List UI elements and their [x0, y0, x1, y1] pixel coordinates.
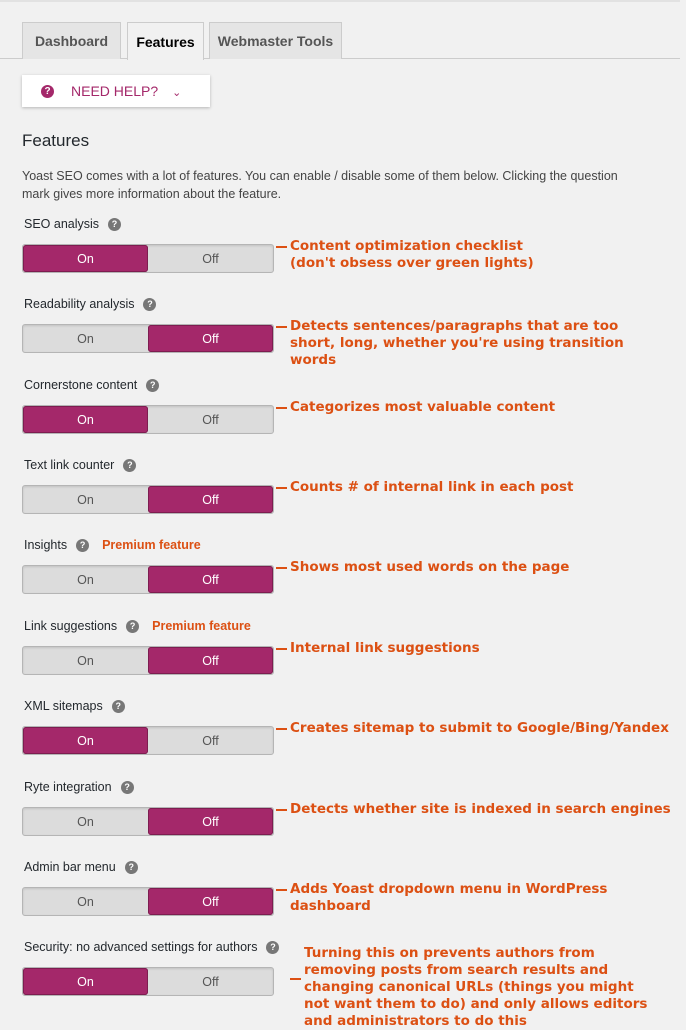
help-question-icon[interactable]: ? — [108, 218, 121, 231]
help-question-icon[interactable]: ? — [125, 861, 138, 874]
feature-row — [24, 939, 680, 1029]
question-mark-icon: ? — [41, 85, 54, 98]
toggle-option-off[interactable]: Off — [202, 733, 219, 748]
annotation-dash — [276, 246, 287, 248]
feature-label — [24, 216, 680, 232]
feature-name: Ryte integration — [24, 780, 112, 794]
feature-name: Cornerstone content — [24, 378, 138, 392]
feature-name: Admin bar menu — [24, 860, 116, 874]
annotation-note — [276, 399, 656, 416]
need-help-button[interactable] — [22, 75, 210, 107]
annotation-note — [276, 318, 656, 369]
toggle-option-on[interactable]: On — [77, 894, 94, 909]
annotation-note — [276, 238, 656, 272]
top-divider — [0, 0, 680, 2]
toggle-option-off[interactable]: Off — [148, 888, 273, 915]
feature-toggle[interactable] — [22, 324, 274, 353]
help-question-icon[interactable]: ? — [146, 379, 159, 392]
feature-label — [24, 698, 680, 714]
annotation-note — [276, 881, 686, 915]
annotation-note — [276, 801, 676, 818]
toggle-option-off[interactable]: Off — [148, 808, 273, 835]
need-help-label: NEED HELP? — [71, 83, 159, 99]
toggle-option-off[interactable]: Off — [148, 647, 273, 674]
toggle-option-off[interactable]: Off — [148, 486, 273, 513]
feature-toggle[interactable] — [22, 967, 274, 996]
feature-toggle[interactable] — [22, 887, 274, 916]
annotation-note — [276, 479, 656, 496]
premium-feature-label: Premium feature — [102, 538, 201, 552]
annotation-dash — [276, 728, 287, 730]
annotation-text: Shows most used words on the page — [290, 559, 570, 575]
help-question-icon[interactable]: ? — [76, 539, 89, 552]
feature-label — [24, 859, 680, 875]
features-intro: Yoast SEO comes with a lot of features. You can enable / disable some of them below. Clicking the question mark gives more information about the feature. — [22, 169, 618, 201]
toggle-option-on[interactable]: On — [77, 572, 94, 587]
feature-label — [24, 779, 680, 795]
annotation-note — [276, 640, 656, 657]
annotation-text: Counts # of internal link in each post — [290, 479, 574, 495]
feature-row — [24, 859, 680, 914]
annotation-dash — [276, 567, 287, 569]
feature-row — [24, 698, 680, 748]
annotation-dash — [276, 809, 287, 811]
help-question-icon[interactable]: ? — [143, 298, 156, 311]
annotation-text: Turning this on prevents authors from removing posts from search results and changing canonical URLs (things you might not want them to do) and only allows editors and administrators to do this — [304, 945, 648, 1029]
annotation-text: Categorizes most valuable content — [290, 399, 556, 415]
feature-label — [24, 377, 680, 393]
feature-toggle[interactable] — [22, 244, 274, 273]
help-question-icon[interactable]: ? — [126, 620, 139, 633]
feature-name: Insights — [24, 538, 68, 552]
toggle-option-on[interactable]: On — [23, 968, 148, 995]
feature-toggle[interactable] — [22, 807, 274, 836]
feature-toggle[interactable] — [22, 405, 274, 434]
toggle-option-on[interactable]: On — [77, 653, 94, 668]
toggle-option-off[interactable]: Off — [148, 566, 273, 593]
tab-features[interactable]: Features — [127, 22, 204, 60]
chevron-down-icon: ⌄ — [172, 86, 182, 99]
annotation-dash — [276, 407, 287, 409]
feature-name: XML sitemaps — [24, 699, 103, 713]
toggle-option-off[interactable]: Off — [202, 412, 219, 427]
feature-name: SEO analysis — [24, 217, 100, 231]
feature-label — [24, 457, 680, 473]
feature-label — [24, 618, 680, 634]
feature-row — [24, 216, 680, 271]
annotation-note — [276, 720, 676, 737]
tab-webmaster-tools[interactable]: Webmaster Tools — [209, 22, 342, 59]
feature-toggle[interactable] — [22, 565, 274, 594]
toggle-option-on[interactable]: On — [77, 492, 94, 507]
toggle-option-on[interactable]: On — [23, 245, 148, 272]
feature-label — [24, 537, 680, 553]
feature-row — [24, 537, 680, 587]
annotation-dash — [276, 889, 287, 891]
feature-row — [24, 779, 680, 829]
help-question-icon[interactable]: ? — [123, 459, 136, 472]
toggle-option-on[interactable]: On — [77, 814, 94, 829]
feature-row — [24, 377, 680, 427]
feature-row — [24, 296, 680, 368]
toggle-option-off[interactable]: Off — [202, 974, 219, 989]
tab-bar — [0, 22, 680, 59]
annotation-text: Adds Yoast dropdown menu in WordPress dashboard — [290, 881, 608, 914]
annotation-text: Detects sentences/paragraphs that are too short, long, whether you're using transition words — [290, 318, 624, 368]
tab-dashboard[interactable]: Dashboard — [22, 22, 121, 59]
feature-name: Text link counter — [24, 458, 115, 472]
help-question-icon[interactable]: ? — [121, 781, 134, 794]
annotation-note — [276, 559, 656, 576]
feature-row — [24, 618, 680, 668]
feature-name: Security: no advanced settings for authors — [24, 940, 258, 954]
feature-name: Readability analysis — [24, 297, 135, 311]
feature-toggle[interactable] — [22, 726, 274, 755]
page-title: Features — [22, 131, 90, 150]
toggle-option-off[interactable]: Off — [148, 325, 273, 352]
feature-row — [24, 457, 680, 507]
annotation-text: Internal link suggestions — [290, 640, 480, 656]
premium-feature-label: Premium feature — [152, 619, 251, 633]
toggle-option-off[interactable]: Off — [202, 251, 219, 266]
annotation-dash — [276, 326, 287, 328]
feature-name: Link suggestions — [24, 619, 118, 633]
annotation-text: Content optimization checklist (don't obsess over green lights) — [290, 238, 534, 271]
feature-label — [24, 296, 680, 312]
annotation-dash — [276, 648, 287, 650]
annotation-text: Creates sitemap to submit to Google/Bing/Yandex — [290, 720, 669, 736]
annotation-dash — [276, 487, 287, 489]
help-question-icon[interactable]: ? — [112, 700, 125, 713]
annotation-note — [290, 945, 660, 1030]
annotation-text: Detects whether site is indexed in search engines — [290, 801, 671, 817]
toggle-option-on[interactable]: On — [23, 727, 148, 754]
feature-toggle[interactable] — [22, 646, 274, 675]
annotation-dash — [290, 978, 301, 980]
toggle-option-on[interactable]: On — [23, 406, 148, 433]
toggle-option-on[interactable]: On — [77, 331, 94, 346]
help-question-icon[interactable]: ? — [266, 941, 279, 954]
feature-toggle[interactable] — [22, 485, 274, 514]
